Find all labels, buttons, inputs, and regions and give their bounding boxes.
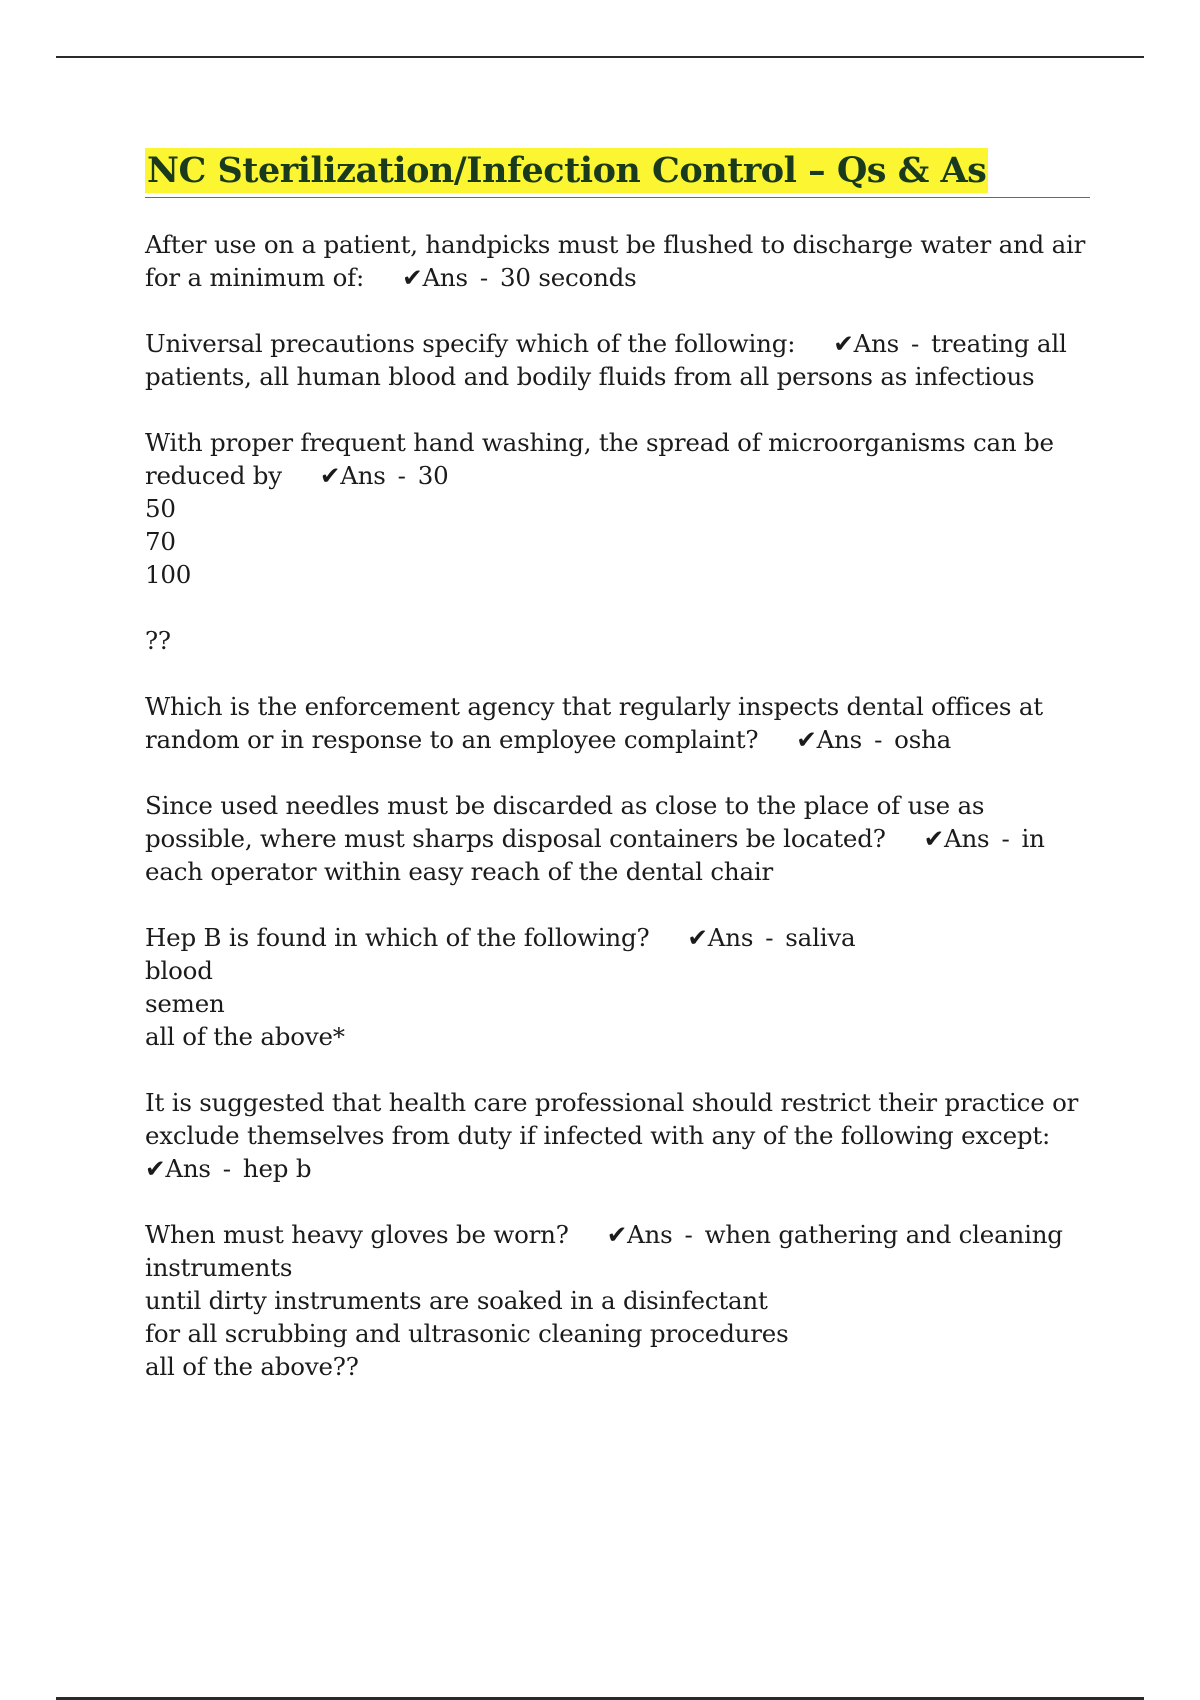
question-text: After use on a patient, handpicks must be flushed to discharge water and air for a minimum of: (145, 230, 1086, 292)
question-text: Universal precautions specify which of the following: (145, 329, 796, 358)
option-line: 70 (145, 527, 176, 556)
answer-marker (833, 329, 931, 358)
option-line: semen (145, 989, 225, 1018)
qa-item (145, 1218, 1090, 1383)
qa-item (145, 690, 1090, 756)
check-icon: ✔Ans (923, 824, 990, 853)
question-text: Hep B is found in which of the following? (145, 923, 650, 952)
check-icon: ✔Ans (796, 725, 863, 754)
option-line: ?? (145, 626, 171, 655)
answer-marker (145, 1154, 243, 1183)
answer-text: saliva (785, 923, 856, 952)
answer-marker (687, 923, 785, 952)
answer-separator: - (397, 461, 406, 490)
option-line: blood (145, 956, 213, 985)
option-line: until dirty instruments are soaked in a disinfectant (145, 1286, 768, 1315)
document-title: NC Sterilization/Infection Control – Qs & As (147, 150, 987, 191)
answer-marker (924, 824, 1022, 853)
document-body (145, 148, 1090, 1416)
answer-marker (320, 461, 418, 490)
question-text: Since used needles must be discarded as close to the place of use as possible, where must sharps disposal containers be located? (145, 791, 985, 853)
answer-text: when gathering and cleaning instruments (145, 1220, 1063, 1282)
qa-item (145, 327, 1090, 393)
answer-separator: - (874, 725, 883, 754)
question-text: When must heavy gloves be worn? (145, 1220, 569, 1249)
title-underline (145, 148, 1090, 198)
answer-separator: - (684, 1220, 693, 1249)
answer-text: in each operator within easy reach of the dental chair (145, 824, 1045, 886)
question-text: Which is the enforcement agency that regularly inspects dental offices at random or in response to an employee complaint? (145, 692, 1043, 754)
check-icon: ✔Ans (319, 461, 386, 490)
check-icon: ✔Ans (402, 263, 468, 292)
answer-marker (607, 1220, 705, 1249)
answer-separator: - (222, 1154, 231, 1183)
answer-separator: - (479, 263, 488, 292)
answer-separator: - (1001, 824, 1010, 853)
answer-separator: - (911, 329, 920, 358)
option-line: 100 (145, 560, 192, 589)
header-rule (56, 56, 1144, 58)
check-icon: ✔Ans (687, 923, 754, 952)
option-line: all of the above* (145, 1022, 345, 1051)
answer-line (145, 1152, 1090, 1185)
answer-marker (402, 263, 500, 292)
option-line: 50 (145, 494, 176, 523)
check-icon: ✔Ans (833, 329, 900, 358)
answer-text: osha (894, 725, 952, 754)
option-line: for all scrubbing and ultrasonic cleaning procedures (145, 1319, 789, 1348)
qa-item (145, 921, 1090, 1053)
qa-item (145, 228, 1090, 294)
answer-separator: - (765, 923, 774, 952)
answer-text: 30 seconds (499, 263, 637, 292)
check-icon: ✔Ans (606, 1220, 673, 1249)
check-icon: ✔Ans (145, 1154, 211, 1183)
answer-text: treating all patients, all human blood and bodily fluids from all persons as infectious (145, 329, 1067, 391)
option-line: all of the above?? (145, 1352, 359, 1381)
answer-marker (796, 725, 894, 754)
answer-text: 30 (417, 461, 449, 490)
question-text: It is suggested that health care professional should restrict their practice or exclude themselves from duty if infected with any of the following except: (145, 1088, 1079, 1150)
question-text: With proper frequent hand washing, the spread of microorganisms can be reduced by (145, 428, 1054, 490)
qa-item (145, 426, 1090, 657)
answer-text: hep b (242, 1154, 312, 1183)
qa-item (145, 1086, 1090, 1185)
qa-item (145, 789, 1090, 888)
blank-line (145, 591, 1090, 624)
